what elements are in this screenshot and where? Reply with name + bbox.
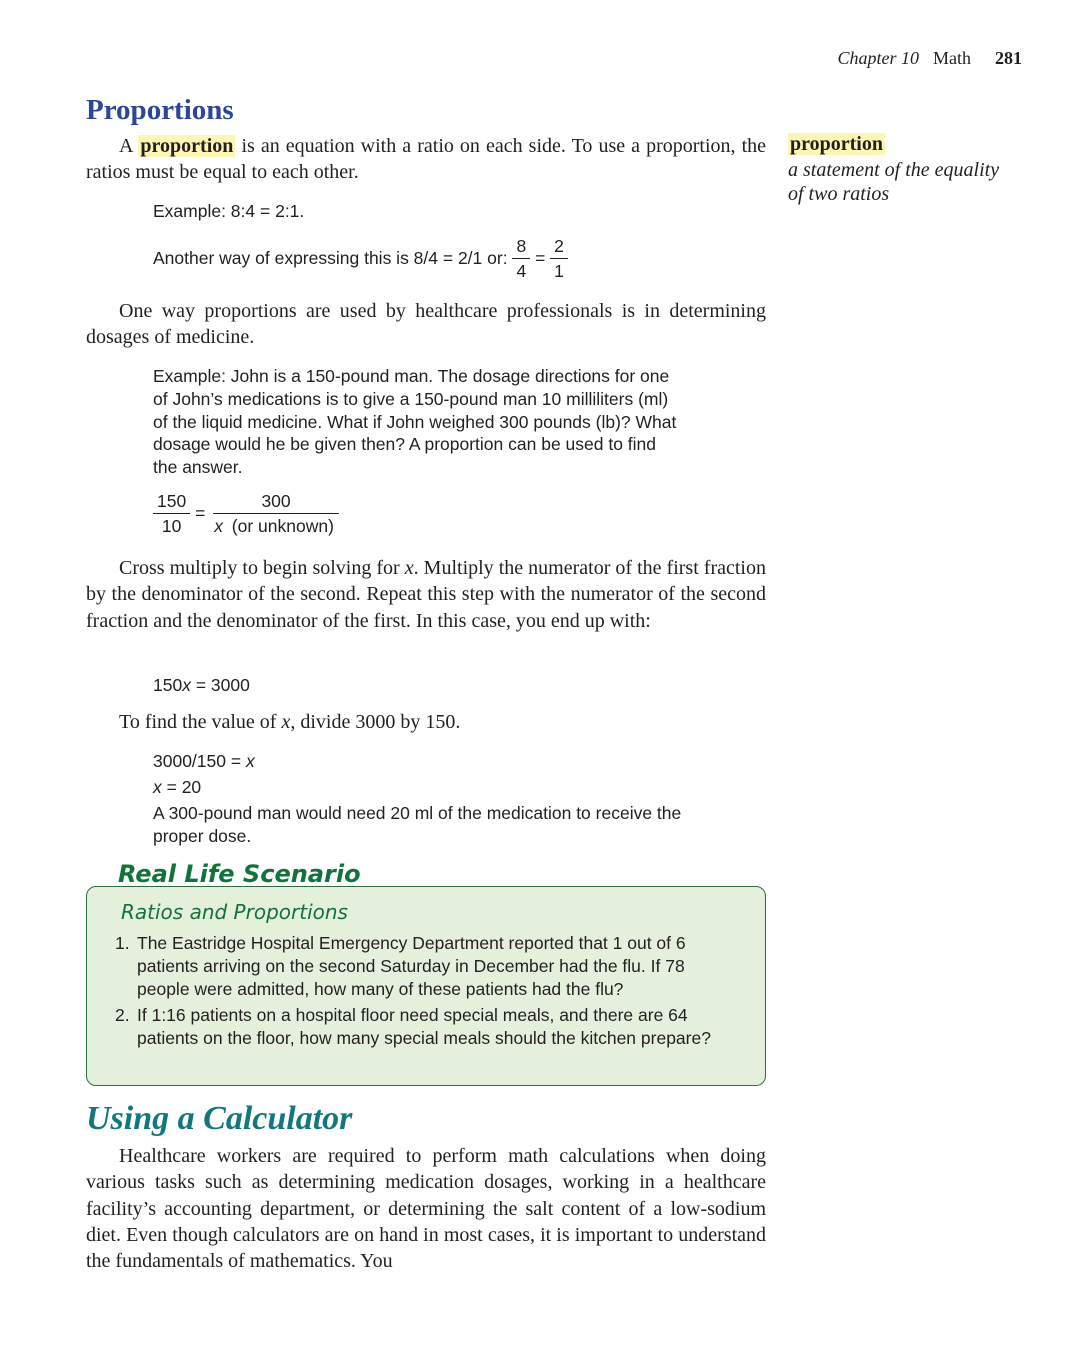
paragraph: Healthcare workers are required to perform math calculations when doing various tasks such as determining medication dosages, working in a healthcare facility’s accounting department, or determining the salt content of a low-sodium diet. Even though calculators are on hand in most cases, it is important to understand the fundamentals of mathematics. You	[86, 1145, 766, 1273]
paragraph: Cross multiply to begin solving for x. Multiply the numerator of the first fraction by the denominator of the second. Repeat this step with the numerator of the second fraction and the denominator of the first. In this case, you end up with:	[86, 557, 766, 632]
equation: 150x = 3000	[153, 675, 250, 695]
equation: 3000/150 = x	[153, 751, 255, 771]
result-text: A 300-pound man would need 20 ml of the medication to receive the proper dose.	[153, 803, 682, 846]
glossary-definition: a statement of the equality of two ratios	[788, 159, 1000, 205]
scenario-subtitle: Ratios and Proportions	[121, 900, 348, 924]
scenario-item: 2. If 1:16 patients on a hospital floor need special meals, and there are 64 patients on the floor, how many special meals should the kitchen prepare?	[115, 1005, 711, 1048]
proportion-equation: $\frac{150}{10}$ = $\frac{300}{\text{x (or unknown)}}$	[153, 489, 342, 538]
scenario-item: 1. The Eastridge Hospital Emergency Department reported that 1 out of 6 patients arriving on the second Saturday in December had the flu. If 78 people were admitted, how many of these patients had the flu?	[115, 933, 686, 999]
paragraph: To find the value of x, divide 3000 by 150.	[119, 711, 461, 733]
example-text: Example: 8:4 = 2:1.	[153, 201, 305, 221]
example-text: Example: John is a 150-pound man. The dosage directions for one of John’s medications is to give a 150-pound man 10 milliliters (ml) of the liquid medicine. What if John weighed 300 pounds (lb)? What dosage would he be given then? A proportion can be used to find the answer.	[153, 366, 677, 478]
margin-glossary	[788, 132, 1018, 206]
section-title-calculator: Using a Calculator	[86, 1100, 353, 1137]
scenario-label: Real Life Scenario	[118, 860, 361, 888]
equation: x = 20	[153, 777, 202, 797]
paragraph: A proportion is an equation with a ratio on each side. To use a proportion, the ratios must be equal to each other.	[86, 135, 766, 184]
chapter-label: Chapter 10	[837, 48, 919, 68]
key-term: proportion	[140, 135, 234, 157]
running-header	[837, 48, 1022, 69]
section-title-proportions: Proportions	[86, 94, 234, 126]
paragraph: One way proportions are used by healthcare professionals is in determining dosages of medicine.	[86, 300, 766, 349]
example-fractions: Another way of expressing this is 8/4 = 2/1 or: $\frac{8}{4}$ = $\frac{2}{1}$	[153, 234, 568, 283]
subject-label: Math	[933, 48, 971, 68]
glossary-term: proportion	[790, 133, 883, 155]
page-number: 281	[995, 48, 1022, 68]
